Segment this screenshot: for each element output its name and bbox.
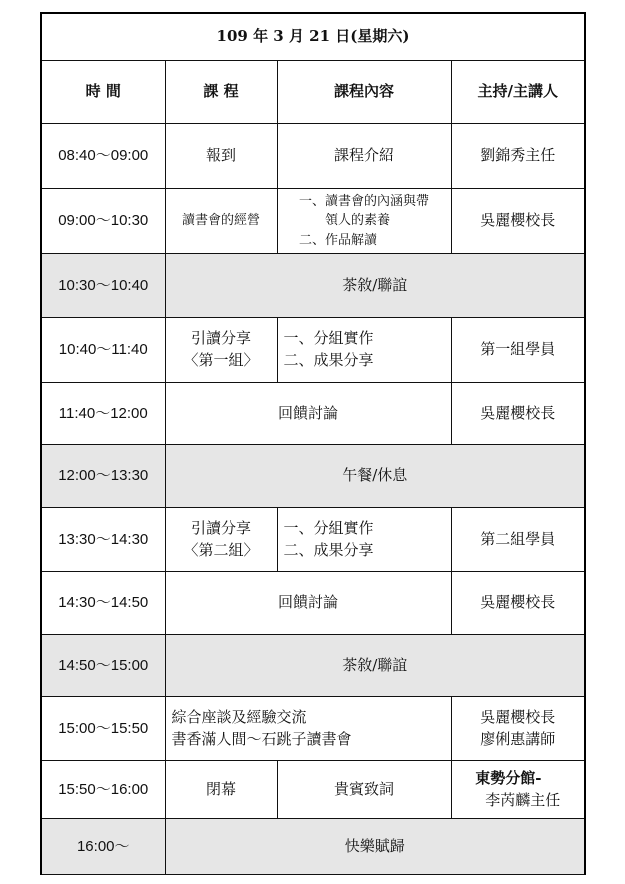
schedule-table	[40, 12, 586, 875]
time-cell: 12:00～13:30	[41, 445, 165, 508]
content-line: 二、成果分享	[283, 351, 374, 369]
course-line: 引讀分享	[190, 518, 251, 537]
host-cell	[451, 697, 585, 761]
table-row	[41, 318, 585, 383]
host-cell: 吳麗櫻校長	[451, 189, 585, 254]
table-row	[41, 508, 585, 572]
table-row	[41, 697, 585, 761]
time-cell: 13:30～14:30	[41, 508, 165, 572]
merged-cell: 快樂賦歸	[165, 819, 585, 875]
host-cell	[451, 761, 585, 819]
host-cell: 吳麗櫻校長	[451, 572, 585, 635]
host-cell: 第二組學員	[451, 508, 585, 572]
table-row	[41, 635, 585, 697]
time-cell: 09:00～10:30	[41, 189, 165, 254]
merged-cell: 回饋討論	[165, 572, 451, 635]
header-row	[41, 61, 585, 124]
schedule-title: 109 年 3 月 21 日(星期六)	[41, 13, 585, 61]
content-line: 一、分組實作	[283, 518, 374, 537]
content-cell	[277, 189, 451, 254]
table-row	[41, 761, 585, 819]
host-cell: 劉錦秀主任	[451, 124, 585, 189]
time-cell: 14:30～14:50	[41, 572, 165, 635]
header-host: 主持/主講人	[451, 61, 585, 124]
time-cell: 10:30～10:40	[41, 254, 165, 318]
table-row	[41, 124, 585, 189]
host-line: 吳麗櫻校長	[480, 707, 556, 726]
header-time: 時 間	[41, 61, 165, 124]
table-row	[41, 572, 585, 635]
time-cell: 15:00～15:50	[41, 697, 165, 761]
title-row	[41, 13, 585, 61]
table-row	[41, 254, 585, 318]
host-line: 廖俐惠講師	[480, 729, 556, 748]
content-line: 二、作品解讀	[298, 232, 377, 248]
content-cell	[277, 318, 451, 383]
time-cell: 08:40～09:00	[41, 124, 165, 189]
merged-line: 綜合座談及經驗交流	[171, 707, 307, 726]
course-cell: 報到	[165, 124, 277, 189]
host-line: 東勢分館-	[475, 768, 542, 787]
time-cell: 11:40～12:00	[41, 383, 165, 445]
merged-cell: 回饋討論	[165, 383, 451, 445]
header-content: 課程內容	[277, 61, 451, 124]
host-cell: 吳麗櫻校長	[451, 383, 585, 445]
table-row	[41, 189, 585, 254]
course-cell: 閉幕	[165, 761, 277, 819]
merged-cell: 茶敘/聯誼	[165, 254, 585, 318]
content-line: 一、分組實作	[283, 329, 374, 348]
course-line: 〈第二組〉	[183, 540, 259, 559]
merged-cell	[165, 697, 451, 761]
merged-cell: 茶敘/聯誼	[165, 635, 585, 697]
table-row	[41, 819, 585, 875]
content-line: 一、讀書會的內涵與帶	[298, 193, 429, 209]
course-cell	[165, 318, 277, 383]
content-line: 領人的素養	[324, 213, 390, 229]
content-line: 二、成果分享	[283, 540, 374, 559]
course-line: 引讀分享	[190, 329, 251, 348]
time-cell: 15:50～16:00	[41, 761, 165, 819]
host-cell: 第一組學員	[451, 318, 585, 383]
content-cell: 課程介紹	[277, 124, 451, 189]
course-cell	[165, 508, 277, 572]
course-line: 〈第一組〉	[183, 351, 259, 369]
time-cell: 14:50～15:00	[41, 635, 165, 697]
course-cell: 讀書會的經營	[165, 189, 277, 254]
content-cell	[277, 508, 451, 572]
header-course: 課 程	[165, 61, 277, 124]
content-cell: 貴賓致詞	[277, 761, 451, 819]
time-cell: 10:40～11:40	[41, 318, 165, 383]
table-row	[41, 445, 585, 508]
merged-line: 書香滿人間～石跳子讀書會	[171, 729, 352, 748]
table-row	[41, 383, 585, 445]
time-cell: 16:00～	[41, 819, 165, 875]
host-line: 李芮麟主任	[485, 790, 561, 809]
merged-cell: 午餐/休息	[165, 445, 585, 508]
